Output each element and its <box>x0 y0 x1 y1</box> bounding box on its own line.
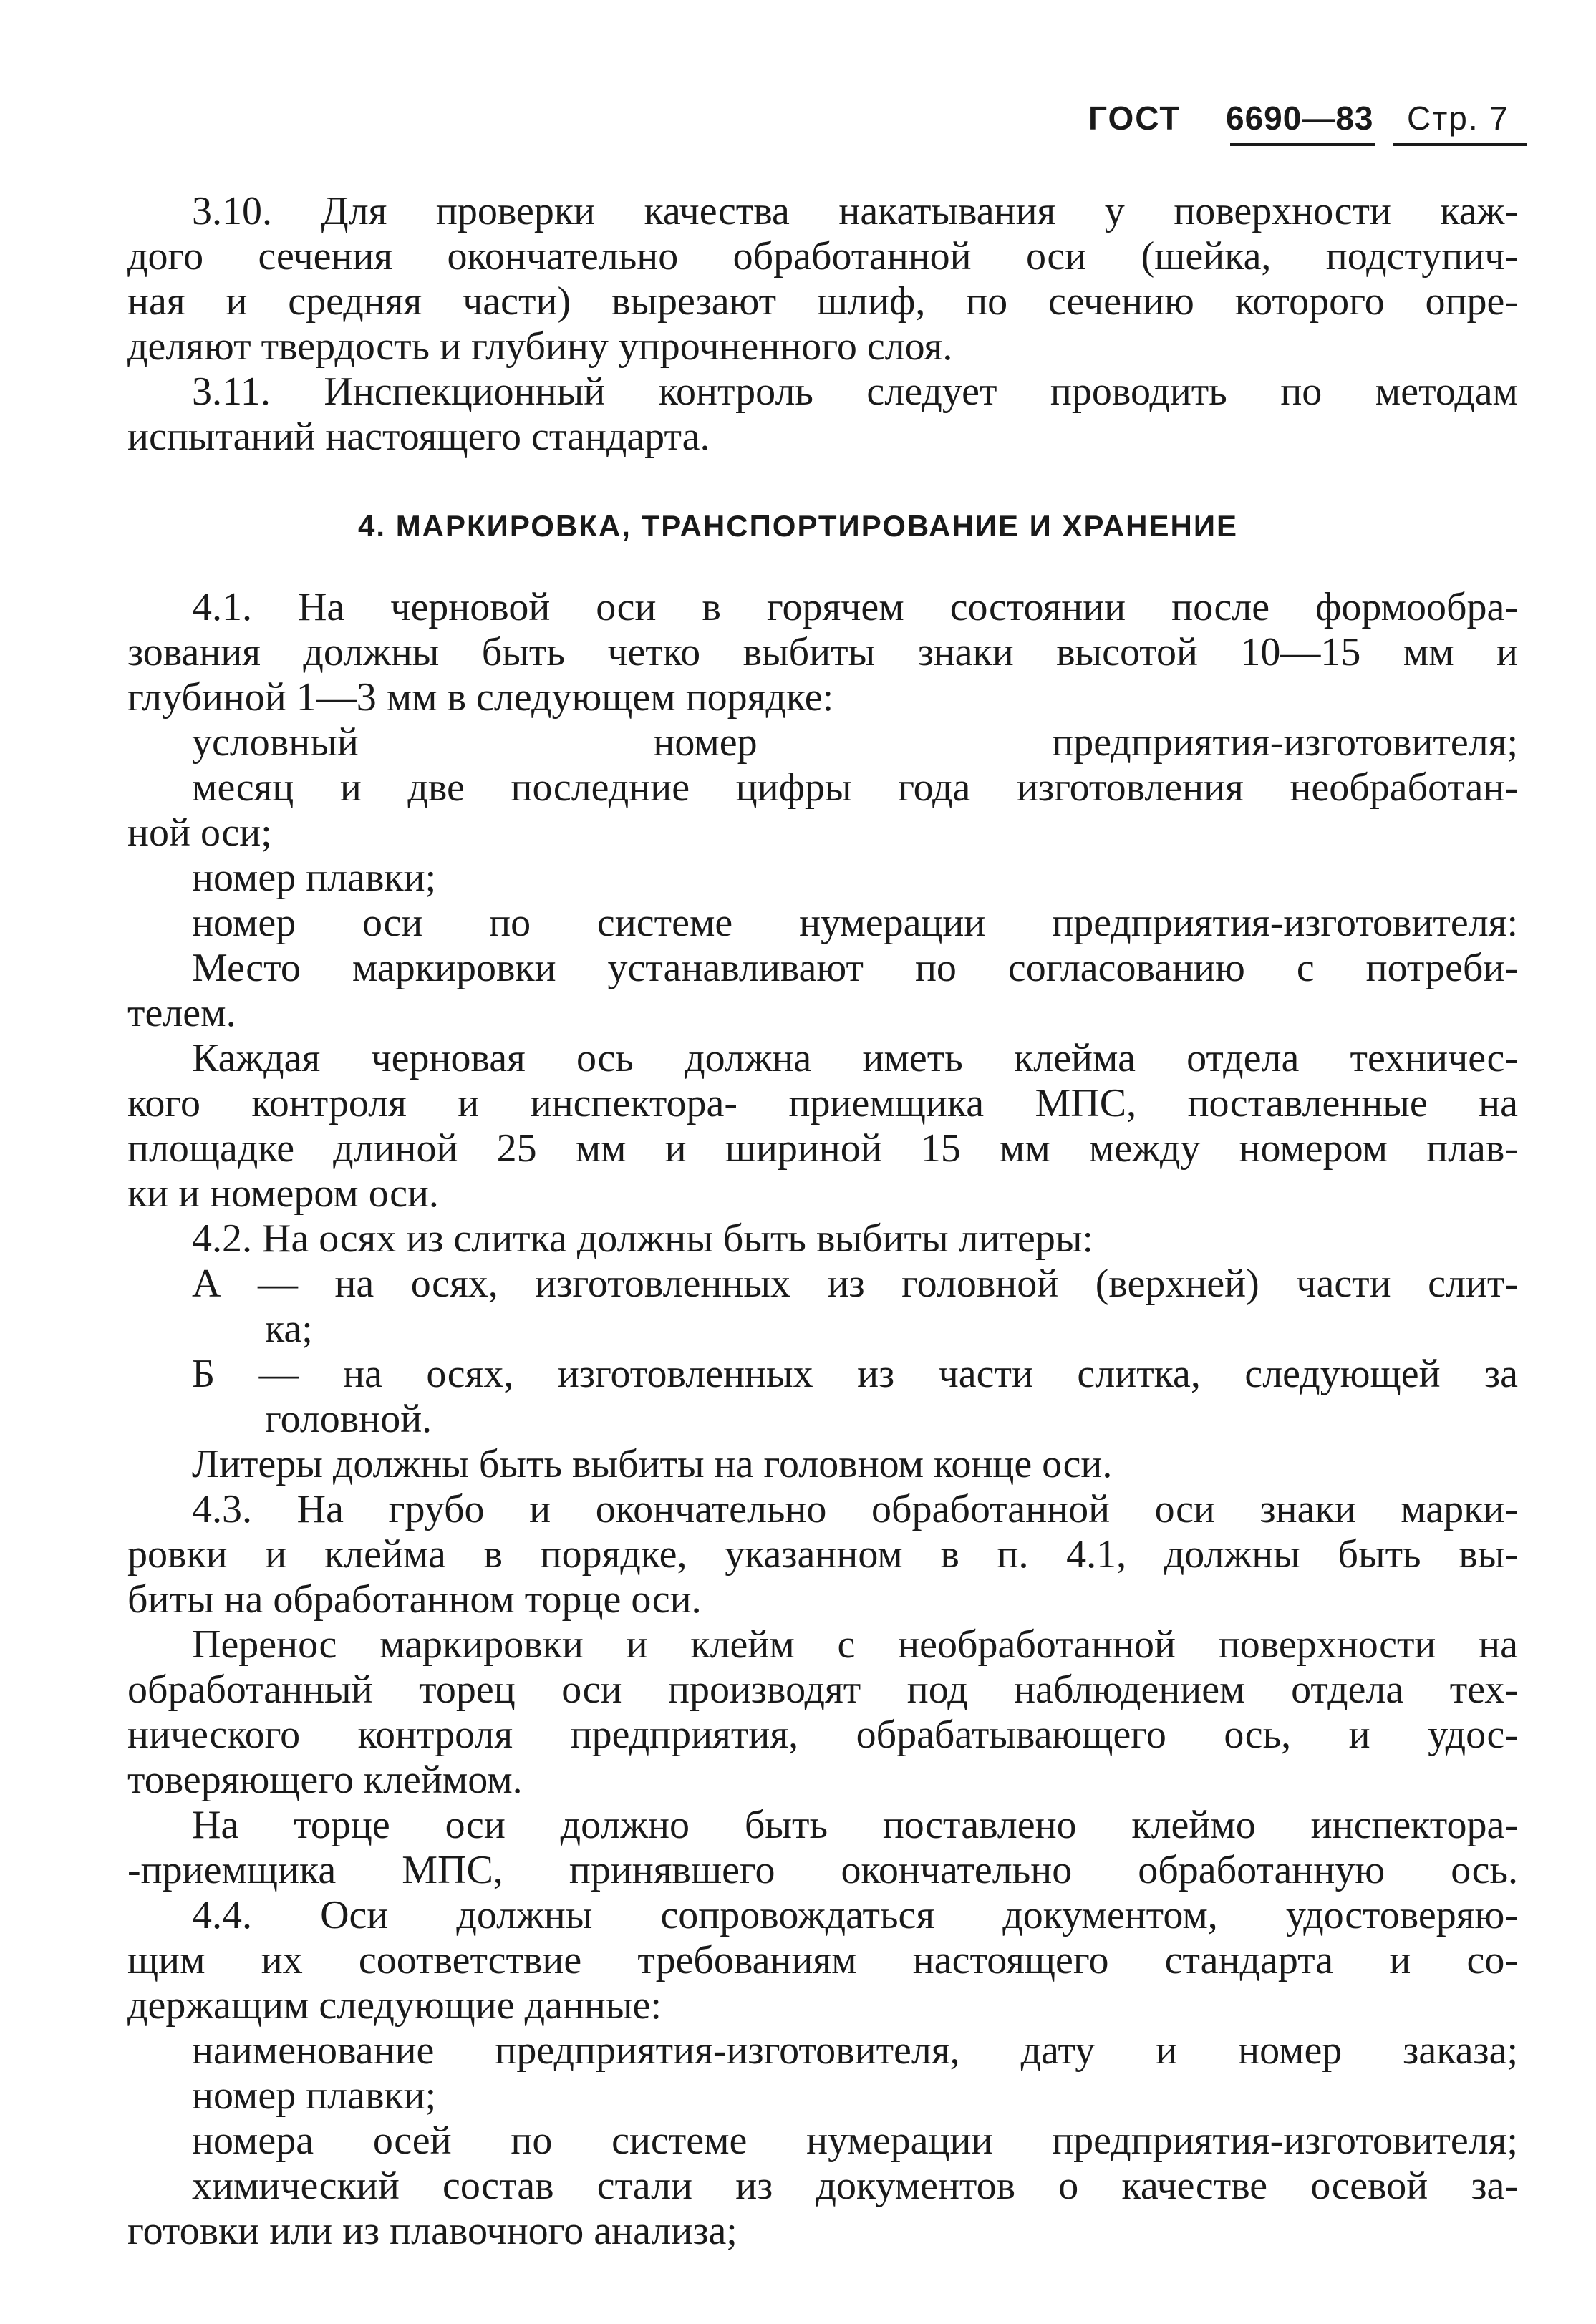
paragraph-line: Перенос маркировки и клейм с необработанной поверхности на <box>192 1622 1518 1667</box>
list-item: ка; <box>265 1307 313 1351</box>
paragraph-line: площадке длиной 25 мм и шириной 15 мм между номером плав- <box>127 1126 1518 1171</box>
paragraph-line: нического контроля предприятия, обрабатывающего ось, и удос- <box>127 1713 1518 1757</box>
paragraph-line: зования должны быть четко выбиты знаки высотой 10—15 мм и <box>127 630 1518 674</box>
paragraph-line: 3.10. Для проверки качества накатывания у поверхности каж- <box>192 189 1518 233</box>
paragraph-line: 3.11. Инспекционный контроль следует проводить по методам <box>192 369 1518 414</box>
paragraph-line: 4.3. На грубо и окончательно обработанной оси знаки марки- <box>192 1487 1518 1531</box>
paragraph-line: -приемщика МПС, принявшего окончательно обработанную ось. <box>127 1848 1518 1892</box>
paragraph-line: 4.1. На черновой оси в горячем состоянии после формообра- <box>192 585 1518 629</box>
paragraph-line: ная и средняя части) вырезают шлиф, по сечению которого опре- <box>127 279 1518 324</box>
paragraph-line: ровки и клейма в порядке, указанном в п. 4.1, должны быть вы- <box>127 1532 1518 1577</box>
paragraph-line: деляют твердость и глубину упрочненного слоя. <box>127 324 953 369</box>
paragraph-line: ки и номером оси. <box>127 1171 439 1216</box>
paragraph-line: На торце оси должно быть поставлено клеймо инспектора- <box>192 1803 1518 1847</box>
paragraph-line: дого сечения окончательно обработанной оси (шейка, подступич- <box>127 234 1518 279</box>
section-title: 4. МАРКИРОВКА, ТРАНСПОРТИРОВАНИЕ И ХРАНЕНИЕ <box>358 509 1239 543</box>
list-item: химический состав стали из документов о качестве осевой за- <box>192 2164 1518 2208</box>
paragraph-line: Литеры должны быть выбиты на головном конце оси. <box>192 1442 1113 1486</box>
list-item: ной оси; <box>127 810 272 855</box>
list-item: Б — на осях, изготовленных из части слитка, следующей за <box>192 1352 1518 1396</box>
paragraph-line: кого контроля и инспектора- приемщика МПС, поставленные на <box>127 1081 1518 1125</box>
paragraph-line: щим их соответствие требованиям настоящего стандарта и со- <box>127 1938 1518 1982</box>
list-item: номера осей по системе нумерации предприятия-изготовителя; <box>192 2119 1518 2163</box>
paragraph-line: телем. <box>127 991 236 1035</box>
paragraph-line: 4.4. Оси должны сопровождаться документом, удостоверяю- <box>192 1893 1518 1937</box>
list-item: А — на осях, изготовленных из головной (верхней) части слит- <box>192 1262 1518 1306</box>
list-item: номер плавки; <box>192 856 437 900</box>
list-item: номер плавки; <box>192 2073 437 2118</box>
paragraph-line: обработанный торец оси производят под наблюдением отдела тех- <box>127 1667 1518 1712</box>
page-number: Стр. 7 <box>1407 100 1510 137</box>
standard-number: 6690—83 <box>1226 100 1374 137</box>
paragraph-line: испытаний настоящего стандарта. <box>127 415 710 459</box>
paragraph-line: биты на обработанном торце оси. <box>127 1577 702 1622</box>
list-item: месяц и две последние цифры года изготовления необработан- <box>192 765 1518 810</box>
list-item: наименование предприятия-изготовителя, дату и номер заказа; <box>192 2028 1518 2073</box>
paragraph-line: Место маркировки устанавливают по согласованию с потреби- <box>192 946 1518 990</box>
paragraph-line: товеряющего клеймом. <box>127 1758 523 1802</box>
paragraph-line: Каждая черновая ось должна иметь клейма отдела техничес- <box>192 1036 1518 1080</box>
paragraph-line: 4.2. На осях из слитка должны быть выбиты литеры: <box>192 1216 1094 1261</box>
list-item: головной. <box>265 1397 432 1441</box>
paragraph-line: глубиной 1—3 мм в следующем порядке: <box>127 675 834 720</box>
paragraph-line: держащим следующие данные: <box>127 1983 662 2028</box>
standard-label: ГОСТ <box>1088 100 1181 137</box>
list-item: условный номер предприятия-изготовителя; <box>192 720 1518 765</box>
paragraph-line: готовки или из плавочного анализа; <box>127 2209 737 2253</box>
list-item: номер оси по системе нумерации предприятия-изготовителя: <box>192 901 1518 945</box>
